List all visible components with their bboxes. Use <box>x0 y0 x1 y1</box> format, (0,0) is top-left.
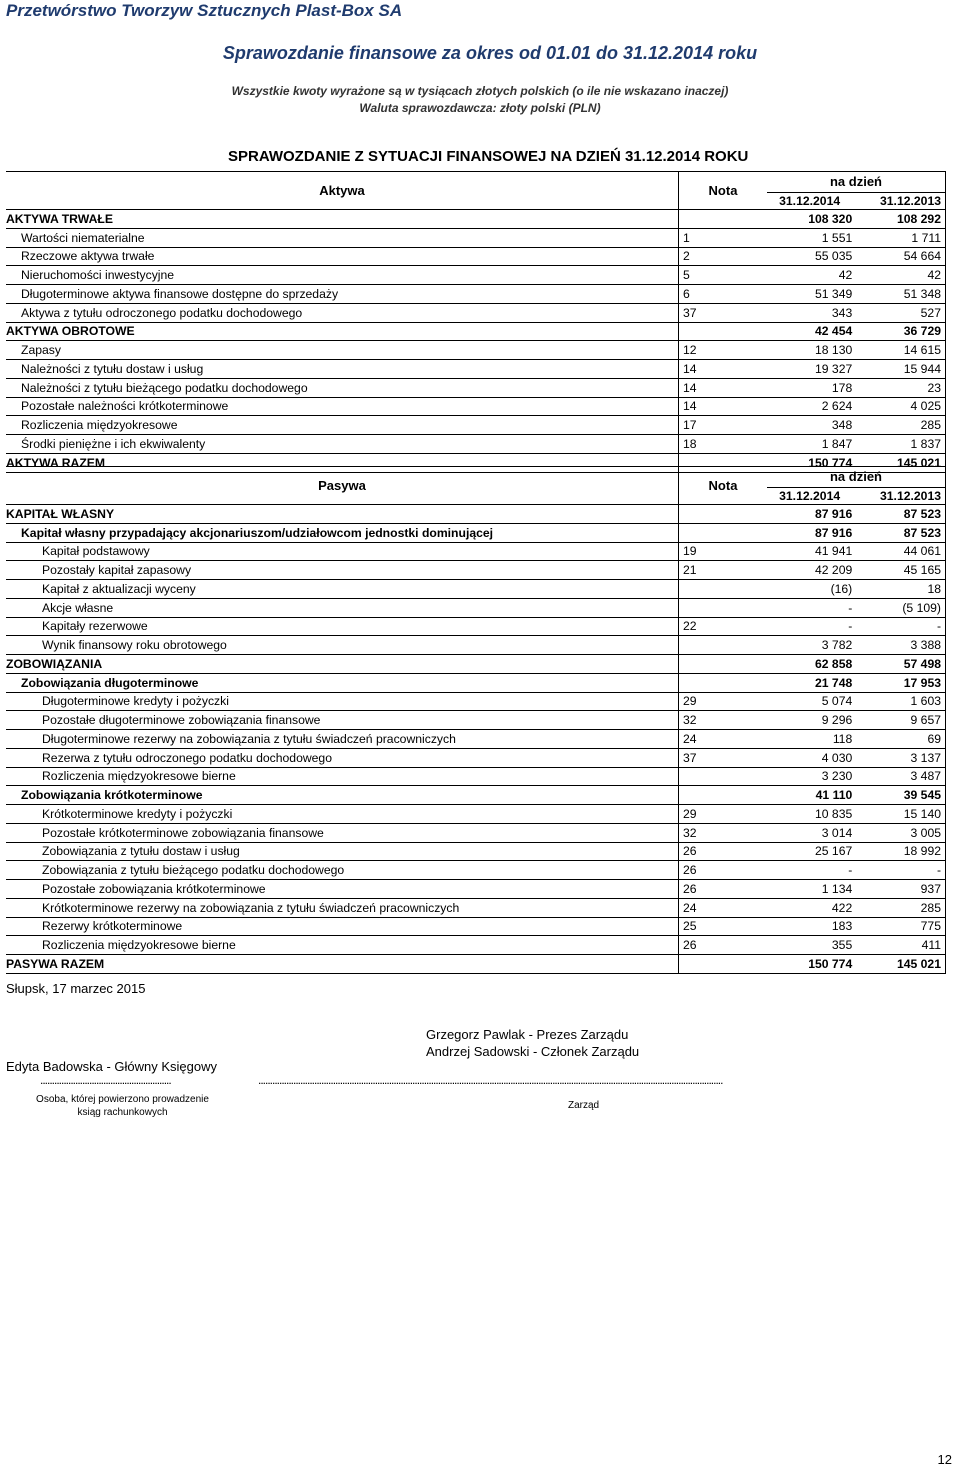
liability-row-nota: 26 <box>679 842 768 861</box>
liability-row-value-2014: - <box>767 598 856 617</box>
liability-row-nota <box>679 767 768 786</box>
liability-row-nota: 26 <box>679 861 768 880</box>
asset-row-value-2014: 343 <box>767 303 856 322</box>
liability-row-label: Rezerwy krótkoterminowe <box>6 917 679 936</box>
liability-row-label: Krótkoterminowe rezerwy na zobowiązania z tytułu świadczeń pracowniczych <box>6 898 679 917</box>
asset-row-nota: 12 <box>679 341 768 360</box>
liability-row <box>6 898 946 917</box>
liabilities-col-na-dzien: na dzień <box>767 467 946 488</box>
liability-row <box>6 823 946 842</box>
asset-row-value-2014: 348 <box>767 416 856 435</box>
liability-row-value-2013: 15 140 <box>856 805 945 824</box>
asset-row-value-2013: 108 292 <box>856 210 945 229</box>
asset-row <box>6 266 946 285</box>
asset-row-label: Zapasy <box>6 341 679 360</box>
liability-row-value-2013: 285 <box>856 898 945 917</box>
signer-board-member: Andrzej Sadowski - Członek Zarządu <box>426 1044 640 1059</box>
assets-col-nota: Nota <box>679 172 768 210</box>
asset-row-value-2013: 4 025 <box>856 397 945 416</box>
asset-row-label: AKTYWA RAZEM <box>6 453 679 472</box>
liability-row <box>6 692 946 711</box>
liability-row-label: Krótkoterminowe kredyty i pożyczki <box>6 805 679 824</box>
liability-row-value-2013: 775 <box>856 917 945 936</box>
asset-row-nota: 37 <box>679 303 768 322</box>
asset-row-nota: 1 <box>679 228 768 247</box>
liability-row-value-2014: 25 167 <box>767 842 856 861</box>
liability-row-value-2013: 17 953 <box>856 673 945 692</box>
asset-row <box>6 416 946 435</box>
asset-row-label: Rozliczenia międzyokresowe <box>6 416 679 435</box>
liability-row-value-2013: 1 603 <box>856 692 945 711</box>
liability-row <box>6 917 946 936</box>
liability-row-nota <box>679 673 768 692</box>
liability-row <box>6 561 946 580</box>
asset-row-nota: 6 <box>679 285 768 304</box>
liability-row-label: Zobowiązania z tytułu bieżącego podatku dochodowego <box>6 861 679 880</box>
liability-row <box>6 730 946 749</box>
liability-row-value-2014: 42 209 <box>767 561 856 580</box>
liability-row-value-2013: 44 061 <box>856 542 945 561</box>
asset-row-value-2014: 178 <box>767 378 856 397</box>
liability-row-value-2013: 145 021 <box>856 955 945 974</box>
asset-row-label: Należności z tytułu bieżącego podatku dochodowego <box>6 378 679 397</box>
liability-row <box>6 842 946 861</box>
liabilities-col-label: Pasywa <box>6 467 679 505</box>
liability-row-value-2014: 3 230 <box>767 767 856 786</box>
signer-chief-accountant: Edyta Badowska - Główny Księgowy <box>6 1059 217 1074</box>
liability-row-nota: 25 <box>679 917 768 936</box>
asset-row-value-2013: 285 <box>856 416 945 435</box>
asset-row-label: Długoterminowe aktywa finansowe dostępne do sprzedaży <box>6 285 679 304</box>
statement-title: SPRAWOZDANIE Z SYTUACJI FINANSOWEJ NA DZIEŃ 31.12.2014 ROKU <box>228 148 749 165</box>
liability-row-value-2013: 3 005 <box>856 823 945 842</box>
asset-row-value-2014: 51 349 <box>767 285 856 304</box>
liability-row <box>6 598 946 617</box>
liability-row-value-2013: 937 <box>856 880 945 899</box>
liability-row-label: Kapitał z aktualizacji wyceny <box>6 580 679 599</box>
asset-row-value-2013: 42 <box>856 266 945 285</box>
liability-row <box>6 786 946 805</box>
liability-row <box>6 617 946 636</box>
asset-row-value-2013: 1 711 <box>856 228 945 247</box>
liability-row-value-2013: 9 657 <box>856 711 945 730</box>
liability-row <box>6 580 946 599</box>
asset-row-value-2014: 42 454 <box>767 322 856 341</box>
asset-row-nota: 14 <box>679 378 768 397</box>
asset-row-value-2013: 54 664 <box>856 247 945 266</box>
liability-row-value-2013: 18 <box>856 580 945 599</box>
liability-row-nota <box>679 505 768 524</box>
liability-row-value-2013: 69 <box>856 730 945 749</box>
liability-row <box>6 767 946 786</box>
liability-row-nota: 21 <box>679 561 768 580</box>
liability-row-value-2014: - <box>767 861 856 880</box>
asset-row-value-2014: 18 130 <box>767 341 856 360</box>
liability-row-value-2014: (16) <box>767 580 856 599</box>
liability-row <box>6 936 946 955</box>
liability-row <box>6 955 946 974</box>
liability-row-label: Wynik finansowy roku obrotowego <box>6 636 679 655</box>
liability-row-value-2014: 10 835 <box>767 805 856 824</box>
asset-row-label: Aktywa z tytułu odroczonego podatku dochodowego <box>6 303 679 322</box>
liability-row-label: Pozostałe długoterminowe zobowiązania finansowe <box>6 711 679 730</box>
liability-row-nota: 22 <box>679 617 768 636</box>
liability-row-label: Akcje własne <box>6 598 679 617</box>
asset-row <box>6 397 946 416</box>
liabilities-col-date-2014: 31.12.2014 <box>767 488 856 505</box>
place-and-date: Słupsk, 17 marzec 2015 <box>6 981 146 996</box>
liabilities-col-nota: Nota <box>679 467 768 505</box>
liability-row <box>6 636 946 655</box>
liability-row <box>6 655 946 674</box>
asset-row-label: Pozostałe należności krótkoterminowe <box>6 397 679 416</box>
asset-row-value-2013: 36 729 <box>856 322 945 341</box>
liability-row-label: Rozliczenia międzyokresowe bierne <box>6 936 679 955</box>
liability-row-label: Długoterminowe rezerwy na zobowiązania z tytułu świadczeń pracowniczych <box>6 730 679 749</box>
liability-row-value-2014: - <box>767 617 856 636</box>
liability-row-nota <box>679 655 768 674</box>
liabilities-table <box>6 466 946 974</box>
asset-row-value-2014: 19 327 <box>767 360 856 379</box>
asset-row-nota: 14 <box>679 360 768 379</box>
liability-row-value-2014: 9 296 <box>767 711 856 730</box>
asset-row-value-2014: 1 551 <box>767 228 856 247</box>
liability-row-value-2013: 87 523 <box>856 505 945 524</box>
liability-row-value-2014: 150 774 <box>767 955 856 974</box>
liability-row-value-2014: 87 916 <box>767 523 856 542</box>
asset-row-nota: 14 <box>679 397 768 416</box>
asset-row-value-2013: 1 837 <box>856 435 945 454</box>
liability-row-nota: 29 <box>679 692 768 711</box>
liability-row <box>6 880 946 899</box>
asset-row-label: AKTYWA OBROTOWE <box>6 322 679 341</box>
liability-row-label: Zobowiązania z tytułu dostaw i usług <box>6 842 679 861</box>
asset-row-label: Należności z tytułu dostaw i usług <box>6 360 679 379</box>
liability-row-label: KAPITAŁ WŁASNY <box>6 505 679 524</box>
asset-row-value-2014: 1 847 <box>767 435 856 454</box>
asset-row-nota: 17 <box>679 416 768 435</box>
asset-row-nota: 5 <box>679 266 768 285</box>
liabilities-col-date-2013: 31.12.2013 <box>856 488 945 505</box>
liability-row <box>6 505 946 524</box>
liability-row-nota: 29 <box>679 805 768 824</box>
asset-row-value-2013: 51 348 <box>856 285 945 304</box>
asset-row-value-2014: 42 <box>767 266 856 285</box>
liability-row-nota: 24 <box>679 730 768 749</box>
liability-row-value-2013: 18 992 <box>856 842 945 861</box>
liability-row-nota <box>679 598 768 617</box>
asset-row-value-2013: 14 615 <box>856 341 945 360</box>
assets-col-date-2014: 31.12.2014 <box>767 193 856 210</box>
liability-row-label: Rozliczenia międzyokresowe bierne <box>6 767 679 786</box>
liability-row-value-2013: 3 487 <box>856 767 945 786</box>
liability-row <box>6 542 946 561</box>
liability-row-nota: 32 <box>679 823 768 842</box>
asset-row <box>6 303 946 322</box>
asset-row <box>6 435 946 454</box>
liability-row-value-2014: 355 <box>767 936 856 955</box>
liability-row-value-2013: - <box>856 861 945 880</box>
liability-row-nota: 37 <box>679 748 768 767</box>
liability-row-value-2014: 183 <box>767 917 856 936</box>
asset-row <box>6 378 946 397</box>
liability-row-value-2014: 41 110 <box>767 786 856 805</box>
liability-row-value-2013: - <box>856 617 945 636</box>
liability-row-label: Kapitał podstawowy <box>6 542 679 561</box>
asset-row-nota <box>679 210 768 229</box>
liability-row-label: Pozostałe zobowiązania krótkoterminowe <box>6 880 679 899</box>
liability-row-label: Pozostałe krótkoterminowe zobowiązania finansowe <box>6 823 679 842</box>
liability-row-label: Kapitał własny przypadający akcjonariuszom/udziałowcom jednostki dominującej <box>6 523 679 542</box>
role-board: Zarząd <box>568 1100 600 1111</box>
liability-row-nota: 26 <box>679 880 768 899</box>
liability-row-nota: 32 <box>679 711 768 730</box>
liability-row-label: Zobowiązania długoterminowe <box>6 673 679 692</box>
liability-row-value-2013: 411 <box>856 936 945 955</box>
asset-row <box>6 285 946 304</box>
assets-col-label: Aktywa <box>6 172 679 210</box>
liability-row-nota: 19 <box>679 542 768 561</box>
liability-row-value-2014: 118 <box>767 730 856 749</box>
asset-row-value-2014: 55 035 <box>767 247 856 266</box>
asset-row <box>6 360 946 379</box>
asset-row-value-2014: 150 774 <box>767 453 856 472</box>
asset-row-label: AKTYWA TRWAŁE <box>6 210 679 229</box>
liability-row-label: Zobowiązania krótkoterminowe <box>6 786 679 805</box>
asset-row-label: Rzeczowe aktywa trwałe <box>6 247 679 266</box>
asset-row-value-2013: 527 <box>856 303 945 322</box>
liability-row-value-2014: 3 782 <box>767 636 856 655</box>
liability-row <box>6 861 946 880</box>
asset-row-label: Nieruchomości inwestycyjne <box>6 266 679 285</box>
liability-row <box>6 711 946 730</box>
signature-line-right: ....................................................................................................................................................................................................... <box>258 1073 723 1087</box>
assets-table <box>6 171 946 473</box>
report-title: Sprawozdanie finansowe za okres od 01.01 do 31.12.2014 roku <box>222 43 758 63</box>
liability-row-value-2013: 87 523 <box>856 523 945 542</box>
amounts-note: Wszystkie kwoty wyrażone są w tysiącach złotych polskich (o ile nie wskazano inaczej) <box>231 84 729 98</box>
liability-row-value-2014: 3 014 <box>767 823 856 842</box>
asset-row-value-2013: 23 <box>856 378 945 397</box>
assets-col-na-dzien: na dzień <box>767 172 946 193</box>
liability-row <box>6 805 946 824</box>
liability-row <box>6 748 946 767</box>
currency-note: Waluta sprawozdawcza: złoty polski (PLN) <box>359 101 601 115</box>
asset-row <box>6 247 946 266</box>
asset-row <box>6 228 946 247</box>
company-name: Przetwórstwo Tworzyw Sztucznych Plast-Box SA <box>6 1 403 20</box>
asset-row <box>6 322 946 341</box>
asset-row-value-2013: 15 944 <box>856 360 945 379</box>
signer-president: Grzegorz Pawlak - Prezes Zarządu <box>426 1027 629 1042</box>
asset-row <box>6 341 946 360</box>
asset-row-label: Środki pieniężne i ich ekwiwalenty <box>6 435 679 454</box>
liability-row-value-2013: 57 498 <box>856 655 945 674</box>
liability-row-value-2013: 3 137 <box>856 748 945 767</box>
liability-row-label: PASYWA RAZEM <box>6 955 679 974</box>
asset-row-value-2014: 2 624 <box>767 397 856 416</box>
liability-row-nota <box>679 786 768 805</box>
liability-row-nota <box>679 636 768 655</box>
asset-row-nota <box>679 322 768 341</box>
page-number: 12 <box>937 1452 952 1467</box>
liability-row-value-2014: 5 074 <box>767 692 856 711</box>
liability-row-label: ZOBOWIĄZANIA <box>6 655 679 674</box>
liability-row-label: Rezerwa z tytułu odroczonego podatku dochodowego <box>6 748 679 767</box>
liability-row-value-2014: 62 858 <box>767 655 856 674</box>
role-bookkeeper: Osoba, której powierzono prowadzenie ksiąg rachunkowych <box>36 1094 209 1118</box>
liability-row-nota: 24 <box>679 898 768 917</box>
assets-col-date-2013: 31.12.2013 <box>856 193 945 210</box>
liability-row-nota <box>679 523 768 542</box>
liability-row-value-2014: 4 030 <box>767 748 856 767</box>
asset-row-nota: 2 <box>679 247 768 266</box>
liability-row-value-2013: 3 388 <box>856 636 945 655</box>
signature-line-left: ........................................................ <box>40 1073 171 1087</box>
liability-row-value-2014: 21 748 <box>767 673 856 692</box>
liability-row-value-2013: 45 165 <box>856 561 945 580</box>
liability-row-label: Długoterminowe kredyty i pożyczki <box>6 692 679 711</box>
liability-row-value-2014: 41 941 <box>767 542 856 561</box>
liability-row-label: Kapitały rezerwowe <box>6 617 679 636</box>
asset-row <box>6 210 946 229</box>
liability-row-value-2014: 1 134 <box>767 880 856 899</box>
liability-row-value-2014: 87 916 <box>767 505 856 524</box>
liability-row <box>6 673 946 692</box>
liability-row <box>6 523 946 542</box>
asset-row-value-2014: 108 320 <box>767 210 856 229</box>
asset-row-value-2013: 145 021 <box>856 453 945 472</box>
liability-row-nota <box>679 955 768 974</box>
liability-row-nota: 26 <box>679 936 768 955</box>
liability-row-value-2014: 422 <box>767 898 856 917</box>
liability-row-nota <box>679 580 768 599</box>
liability-row-label: Pozostały kapitał zapasowy <box>6 561 679 580</box>
liability-row-value-2013: (5 109) <box>856 598 945 617</box>
asset-row-label: Wartości niematerialne <box>6 228 679 247</box>
asset-row-nota: 18 <box>679 435 768 454</box>
liability-row-value-2013: 39 545 <box>856 786 945 805</box>
